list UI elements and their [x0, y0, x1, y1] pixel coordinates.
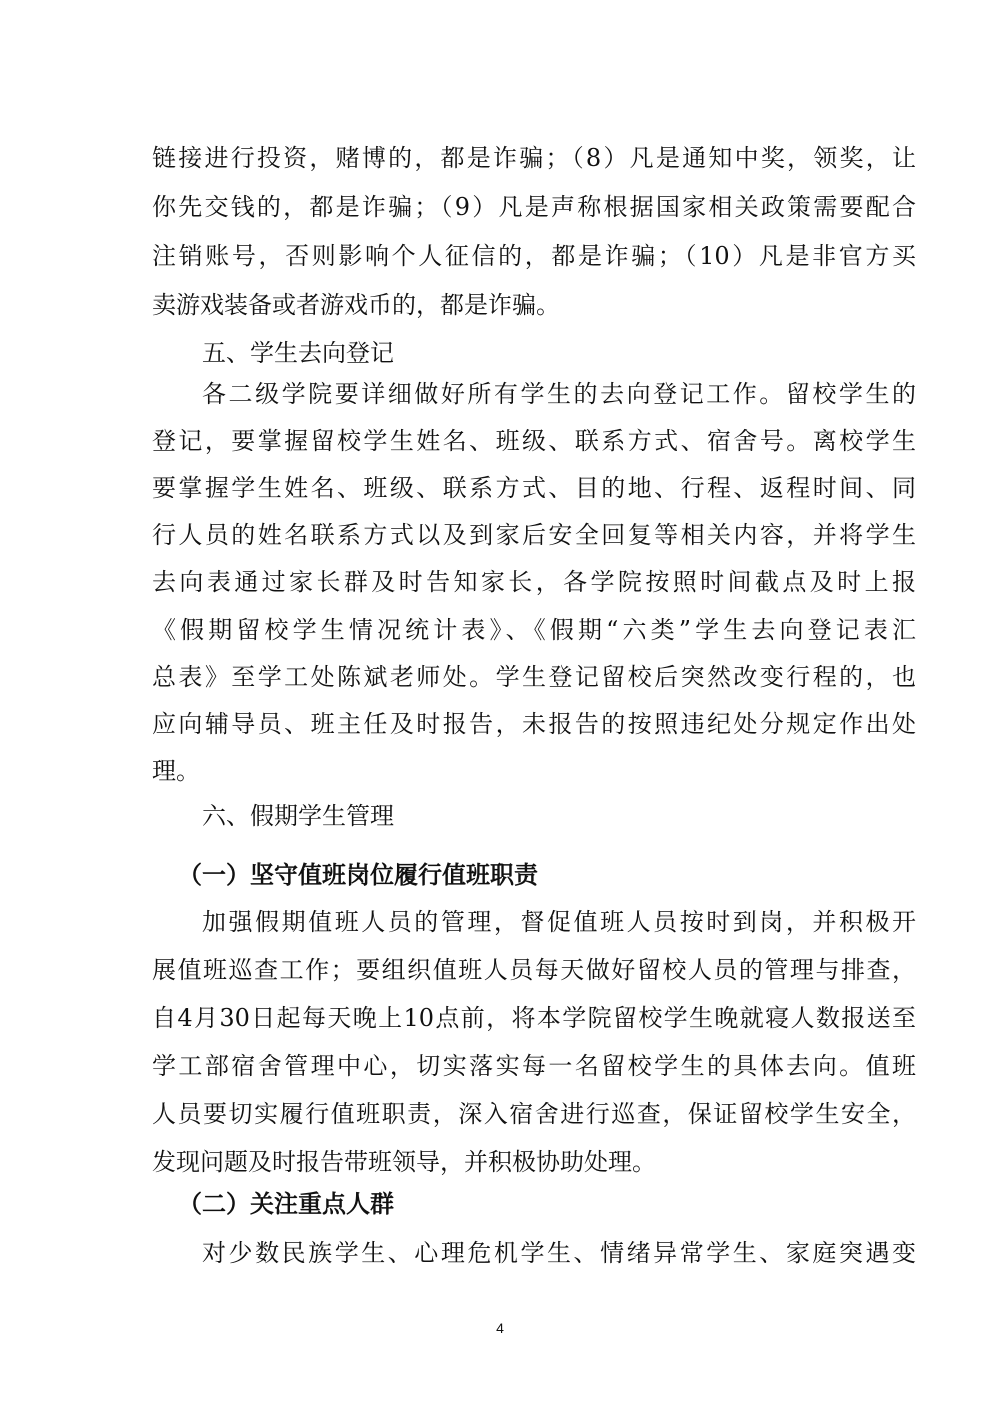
body-line: 要掌握学生姓名、班级、联系方式、目的地、行程、返程时间、同: [152, 474, 916, 502]
body-line: 自4月30日起每天晚上10点前，将本学院留校学生晚就寝人数报送至: [152, 1004, 916, 1032]
body-line: 展值班巡查工作；要组织值班人员每天做好留校人员的管理与排查，: [152, 956, 916, 984]
body-line: 行人员的姓名联系方式以及到家后安全回复等相关内容，并将学生: [152, 521, 916, 549]
body-line: 《假期留校学生情况统计表》、《假期“六类”学生去向登记表汇: [152, 616, 916, 644]
body-line: 发现问题及时报告带班领导，并积极协助处理。: [152, 1148, 656, 1176]
section-heading-6: 六、假期学生管理: [202, 802, 394, 830]
body-line: 注销账号，否则影响个人征信的，都是诈骗；（10）凡是非官方买: [152, 242, 916, 270]
body-line: 对少数民族学生、心理危机学生、情绪异常学生、家庭突遇变: [202, 1239, 916, 1267]
section-heading-5: 五、学生去向登记: [202, 339, 394, 367]
body-line: 理。: [152, 757, 200, 785]
body-line: 总表》至学工处陈斌老师处。学生登记留校后突然改变行程的，也: [152, 663, 916, 691]
body-line: 卖游戏装备或者游戏币的，都是诈骗。: [152, 291, 560, 319]
body-line: 加强假期值班人员的管理，督促值班人员按时到岗，并积极开: [202, 908, 916, 936]
page-number: 4: [496, 1320, 504, 1336]
body-line: 登记，要掌握留校学生姓名、班级、联系方式、宿舍号。离校学生: [152, 427, 916, 455]
body-line: 人员要切实履行值班职责，深入宿舍进行巡查，保证留校学生安全，: [152, 1100, 916, 1128]
subsection-heading-1: （一）坚守值班岗位履行值班职责: [178, 861, 538, 889]
body-line: 去向表通过家长群及时告知家长，各学院按照时间截点及时上报: [152, 568, 916, 596]
body-line: 学工部宿舍管理中心，切实落实每一名留校学生的具体去向。值班: [152, 1052, 916, 1080]
body-line: 应向辅导员、班主任及时报告，未报告的按照违纪处分规定作出处: [152, 710, 916, 738]
body-line: 链接进行投资，赌博的，都是诈骗；（8）凡是通知中奖，领奖，让: [152, 144, 916, 172]
body-line: 各二级学院要详细做好所有学生的去向登记工作。留校学生的: [202, 380, 916, 408]
subsection-heading-2: （二）关注重点人群: [178, 1190, 394, 1218]
body-line: 你先交钱的，都是诈骗；（9）凡是声称根据国家相关政策需要配合: [152, 193, 916, 221]
